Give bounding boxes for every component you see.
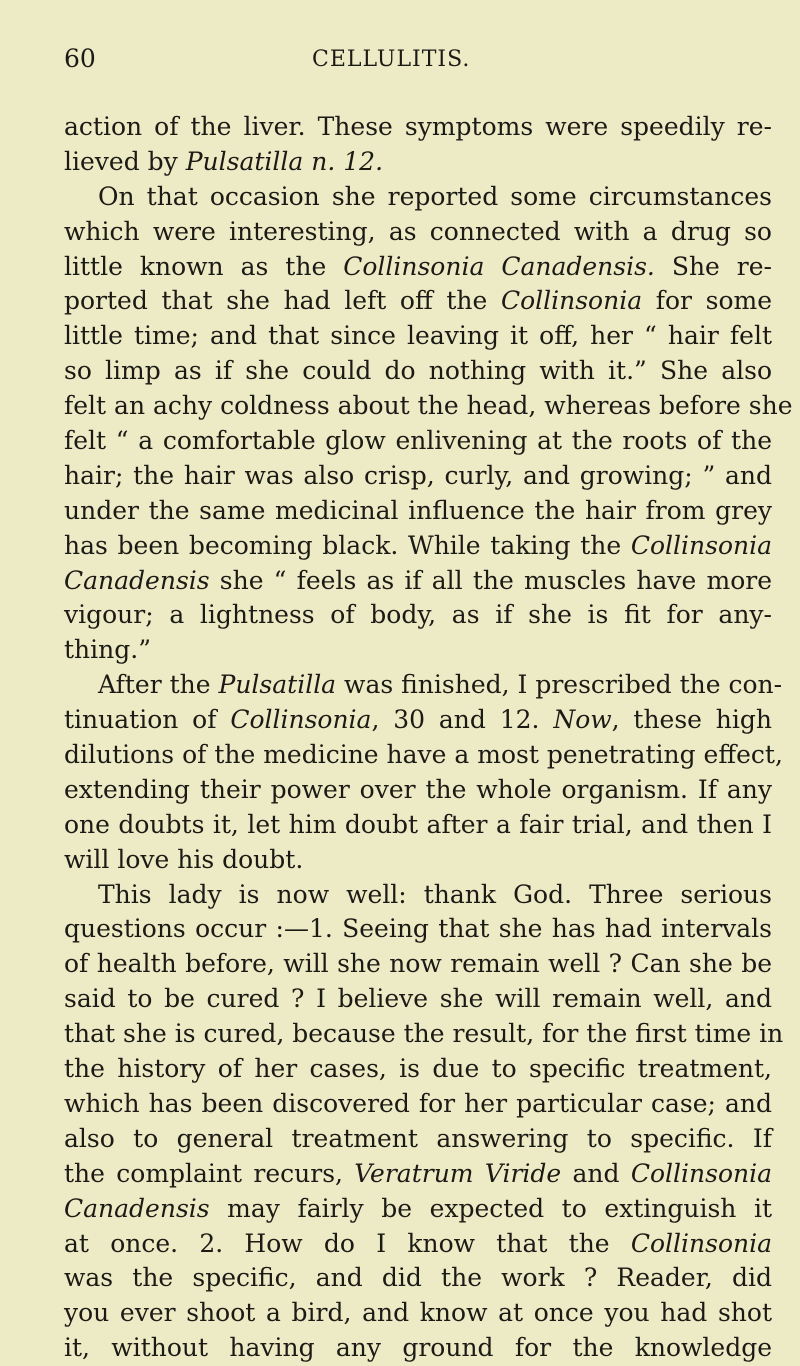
text-line: hair; the hair was also crisp, curly, and growing; ” and (64, 460, 772, 490)
text-line: On that occasion she reported some circumstances (98, 181, 772, 211)
text-line: under the same medicinal influence the hair from grey (64, 495, 772, 525)
text-line: felt “ a comfortable glow enlivening at the roots of the (64, 426, 772, 456)
text-line: tinuation of Collinsonia, 30 and 12. Now, these high (64, 705, 773, 735)
text-line: it, without having any ground for the knowledge (64, 1333, 772, 1363)
text-line: you ever shoot a bird, and know at once you had shot (64, 1298, 772, 1328)
page-header (64, 44, 772, 84)
text-line: lieved by Pulsatilla n. 12. (64, 146, 384, 176)
text-line: also to general treatment answering to specific. If (64, 1123, 772, 1153)
text-line: ported that she had left off the Collinsonia for some (64, 286, 773, 316)
text-line: which has been discovered for her particular case; and (64, 1088, 772, 1118)
running-head: CELLULITIS. (312, 47, 471, 72)
text-line: Canadensis may fairly be expected to extinguish it (64, 1193, 772, 1223)
text-line: which were interesting, as connected with a drug so (64, 216, 772, 246)
text-line: thing.” (64, 635, 151, 665)
text-line: little known as the Collinsonia Canadensis. She re- (64, 251, 772, 281)
text-line: Canadensis she “ feels as if all the muscles have more (64, 565, 772, 595)
text-line: dilutions of the medicine have a most penetrating effect, (64, 740, 783, 770)
text-line: one doubts it, let him doubt after a fair trial, and then I (64, 809, 772, 839)
text-line: This lady is now well: thank God. Three serious (98, 879, 772, 909)
text-line: said to be cured ? I believe she will remain well, and (64, 984, 772, 1014)
text-line: at once. 2. How do I know that the Collinsonia (64, 1228, 772, 1258)
text-line: the complaint recurs, Veratrum Viride and Collinsonia (64, 1158, 772, 1188)
text-line: was the specific, and did the work ? Reader, did (64, 1263, 772, 1293)
text-line: the history of her cases, is due to specific treatment, (64, 1054, 772, 1084)
text-line: so limp as if she could do nothing with it.” She also (64, 356, 772, 386)
text-line: questions occur :—1. Seeing that she has had intervals (64, 914, 772, 944)
text-line: that she is cured, because the result, for the first time in (64, 1019, 784, 1049)
body-text (64, 110, 793, 1366)
text-line: action of the liver. These symptoms were speedily re- (64, 112, 772, 141)
text-line: will love his doubt. (64, 844, 304, 874)
page-number: 60 (64, 44, 96, 73)
text-line: vigour; a lightness of body, as if she is fit for any- (64, 600, 772, 630)
text-line: has been becoming black. While taking the Collinsonia (64, 530, 772, 560)
text-line: little time; and that since leaving it off, her “ hair felt (64, 321, 772, 351)
text-line: of health before, will she now remain well ? Can she be (64, 949, 772, 979)
book-page (64, 44, 793, 1366)
text-line: felt an achy coldness about the head, whereas before she (64, 391, 793, 421)
text-line: extending their power over the whole organism. If any (64, 774, 772, 804)
text-line: After the Pulsatilla was finished, I prescribed the con- (98, 670, 783, 700)
